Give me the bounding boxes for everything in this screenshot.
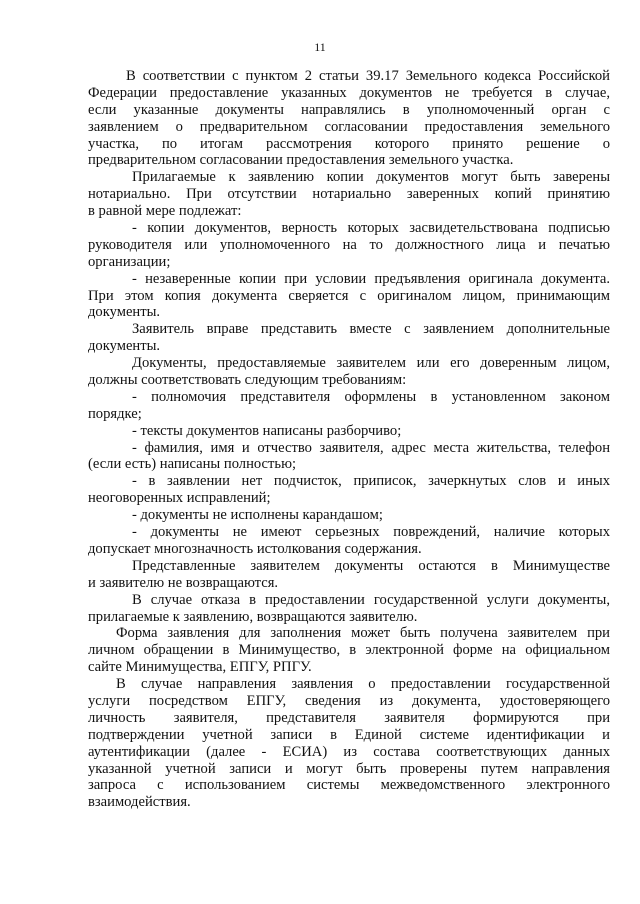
paragraph <box>88 625 610 676</box>
paragraph <box>88 169 610 220</box>
paragraph <box>88 355 610 389</box>
paragraph <box>88 271 610 322</box>
text-line: организации; <box>88 253 171 270</box>
text-line: Заявитель вправе представить вместе с заявлением дополнительные <box>132 321 610 338</box>
paragraph <box>88 524 610 558</box>
paragraph <box>88 389 610 423</box>
text-line: личность заявителя, представителя заявителя формируются при <box>88 709 610 726</box>
text-line: запроса с использованием системы межведомственного электронного <box>88 777 610 794</box>
text-line: нотариально. При отсутствии нотариально заверенных копий принятию <box>88 186 610 203</box>
text-line: (если есть) написаны полностью; <box>88 456 297 473</box>
text-line: В случае направления заявления о предоставлении государственной <box>116 676 610 693</box>
text-line: взаимодействия. <box>88 794 191 811</box>
text-line: порядке; <box>88 405 142 422</box>
text-line: в равной мере подлежат: <box>88 203 242 220</box>
text-line: Документы, предоставляемые заявителем или его доверенным лицом, <box>132 355 610 372</box>
text-line: документы. <box>88 338 161 355</box>
document-body <box>88 68 610 811</box>
text-line: указанной учетной записи и могут быть проверены путем направления <box>88 760 610 777</box>
text-line: документы. <box>88 304 161 321</box>
text-line: Федерации предоставление указанных документов не требуется в случае, <box>88 84 610 101</box>
text-line: участка, по итогам рассмотрения которого принято решение о <box>88 135 610 152</box>
text-line: - полномочия представителя оформлены в установленном законом <box>132 388 610 405</box>
text-line: Прилагаемые к заявлению копии документов могут быть заверены <box>132 169 610 186</box>
paragraph <box>88 68 610 169</box>
text-line: если указанные документы направлялись в уполномоченный орган с <box>88 101 610 118</box>
text-line: - документы не имеют серьезных повреждений, наличие которых <box>132 524 610 541</box>
paragraph <box>88 676 610 811</box>
paragraph <box>88 423 610 440</box>
text-line: руководителя или уполномоченного на то должностного лица и печатью <box>88 236 610 253</box>
text-line: - фамилия, имя и отчество заявителя, адрес места жительства, телефон <box>132 439 610 456</box>
text-line: - тексты документов написаны разборчиво; <box>132 422 402 439</box>
paragraph <box>88 592 610 626</box>
text-line: заявлением о предварительном согласовании предоставления земельного <box>88 118 610 135</box>
text-line: допускает многозначность истолкования содержания. <box>88 540 422 557</box>
paragraph <box>88 321 610 355</box>
paragraph <box>88 440 610 474</box>
text-line: Представленные заявителем документы остаются в Минимуществе <box>132 557 610 574</box>
text-line: подтверждении учетной записи в Единой системе идентификации и <box>88 726 610 743</box>
text-line: услуги посредством ЕПГУ, сведения из документа, удостоверяющего <box>88 692 610 709</box>
text-line: неоговоренных исправлений; <box>88 490 271 507</box>
text-line: - незаверенные копии при условии предъявления оригинала документа. <box>132 270 610 287</box>
text-line: аутентификации (далее - ЕСИА) из состава соответствующих данных <box>88 743 610 760</box>
text-line: и заявителю не возвращаются. <box>88 574 279 591</box>
text-line: прилагаемые к заявлению, возвращаются заявителю. <box>88 608 418 625</box>
paragraph <box>88 220 610 271</box>
text-line: В соответствии с пунктом 2 статьи 39.17 Земельного кодекса Российской <box>126 68 610 84</box>
paragraph <box>88 558 610 592</box>
text-line: - копии документов, верность которых засвидетельствована подписью <box>132 220 610 237</box>
text-line: личном обращении в Минимущество, в электронной форме на официальном <box>88 642 610 659</box>
text-line: сайте Минимущества, ЕПГУ, РПГУ. <box>88 659 312 676</box>
paragraph <box>88 473 610 507</box>
text-line: Форма заявления для заполнения может быть получена заявителем при <box>116 625 610 642</box>
text-line: должны соответствовать следующим требованиям: <box>88 372 407 389</box>
text-line: предварительном согласовании предоставления земельного участка. <box>88 152 514 169</box>
text-line: В случае отказа в предоставлении государственной услуги документы, <box>132 591 610 608</box>
text-line: - документы не исполнены карандашом; <box>132 507 383 524</box>
text-line: При этом копия документа сверяется с оригиналом лицом, принимающим <box>88 287 610 304</box>
text-line: - в заявлении нет подчисток, приписок, зачеркнутых слов и иных <box>132 473 610 490</box>
paragraph <box>88 507 610 524</box>
page-number: 11 <box>314 40 326 54</box>
